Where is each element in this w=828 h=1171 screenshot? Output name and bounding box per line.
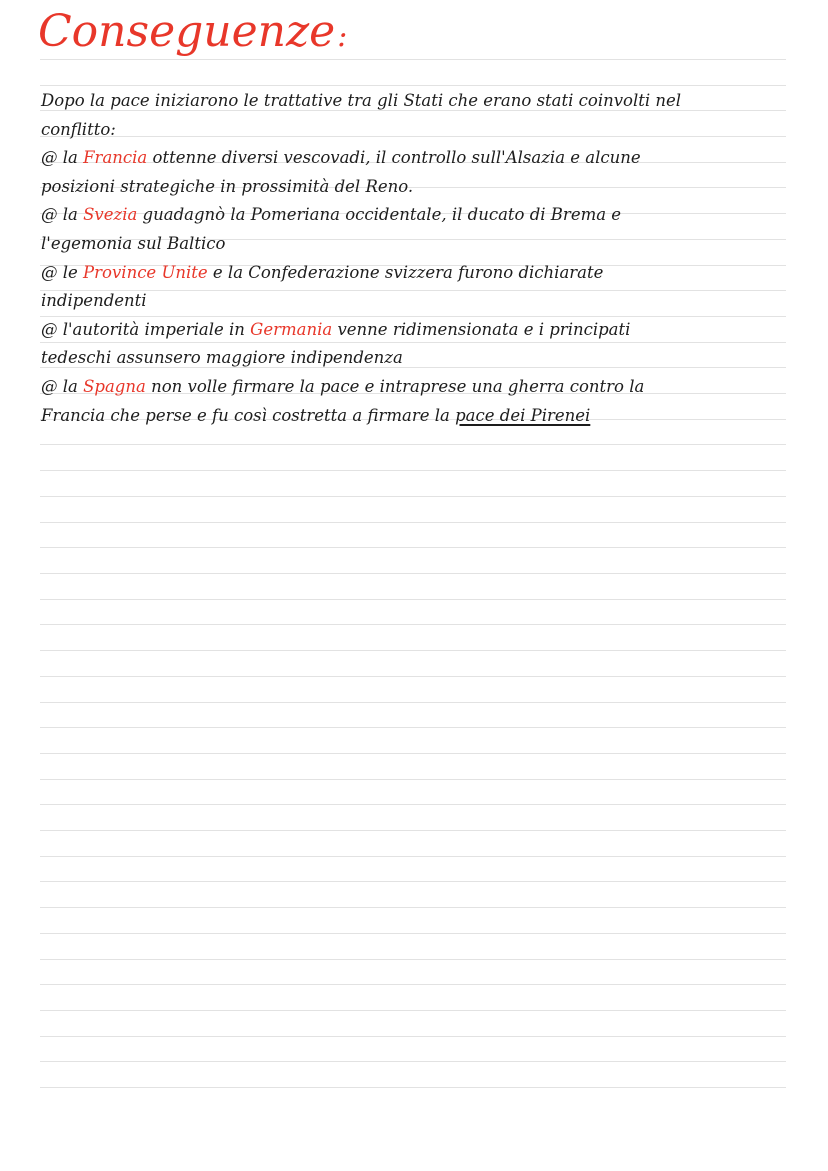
title-colon: : xyxy=(337,19,348,54)
rule-line xyxy=(40,830,786,831)
line-text: indipendenti xyxy=(41,291,147,311)
rule-line xyxy=(40,933,786,934)
line-text: Francia che perse e fu così costretta a firmare la xyxy=(41,405,456,425)
rule-line xyxy=(40,1087,786,1088)
rule-line xyxy=(40,804,786,805)
line-text: tedeschi assunsero maggiore indipendenza xyxy=(41,348,403,368)
rule-line xyxy=(40,676,786,677)
text-line-2 xyxy=(41,116,793,145)
rule-line xyxy=(40,907,786,908)
notes-body xyxy=(41,87,793,430)
rule-line xyxy=(40,779,786,780)
line-text: @ l'autorità imperiale in xyxy=(41,319,251,339)
text-line-7 xyxy=(41,259,793,288)
highlight-germania: Germania xyxy=(250,319,333,339)
highlight-svezia: Svezia xyxy=(83,205,138,225)
highlight-province-unite: Province Unite xyxy=(83,262,208,282)
highlight-spagna: Spagna xyxy=(83,376,146,396)
text-line-6 xyxy=(41,230,793,259)
text-line-10 xyxy=(41,344,793,373)
line-text: ottenne diversi vescovadi, il controllo sull'Alsazia e alcune xyxy=(147,148,641,168)
line-text: venne ridimensionata e i principati xyxy=(332,319,631,339)
rule-line xyxy=(40,547,786,548)
rule-line xyxy=(40,496,786,497)
rule-line xyxy=(40,727,786,728)
line-text: Dopo la pace iniziarono le trattative tra gli Stati che erano stati coinvolti nel xyxy=(41,91,682,110)
line-text: non volle firmare la pace e intraprese una gherra contro la xyxy=(145,376,645,396)
rule-line xyxy=(40,85,786,86)
line-text: l'egemonia sul Baltico xyxy=(41,233,226,253)
line-text: guadagnò la Pomeriana occidentale, il ducato di Brema e xyxy=(137,205,622,225)
page-title xyxy=(38,2,347,67)
rule-line xyxy=(40,624,786,625)
text-line-8 xyxy=(41,287,793,316)
rule-line xyxy=(40,702,786,703)
text-line-4 xyxy=(41,173,793,202)
rule-line xyxy=(40,470,786,471)
rule-line xyxy=(40,856,786,857)
highlight-francia: Francia xyxy=(83,148,148,168)
line-text: conflitto: xyxy=(41,119,116,139)
text-line-3 xyxy=(41,144,793,173)
rule-line xyxy=(40,599,786,600)
line-text: e la Confederazione svizzera furono dichiarate xyxy=(207,262,604,282)
underlined-pace-dei-pirenei: pace dei Pirenei xyxy=(455,405,591,425)
title-text: Conseguenze xyxy=(38,6,336,57)
rule-line xyxy=(40,650,786,651)
rule-line xyxy=(40,1036,786,1037)
line-text: @ la xyxy=(41,376,84,396)
text-line-5 xyxy=(41,201,793,230)
rule-line xyxy=(40,753,786,754)
rule-line xyxy=(40,1061,786,1062)
rule-line xyxy=(40,984,786,985)
rule-line xyxy=(40,881,786,882)
text-line-12 xyxy=(41,402,793,431)
rule-line xyxy=(40,573,786,574)
line-text: posizioni strategiche in prossimità del Reno. xyxy=(41,176,414,196)
text-line-11 xyxy=(41,373,793,402)
rule-line xyxy=(40,444,786,445)
rule-line xyxy=(40,959,786,960)
text-line-1 xyxy=(41,87,793,116)
line-text: @ le xyxy=(41,262,84,282)
line-text: @ la xyxy=(41,148,84,168)
rule-line xyxy=(40,522,786,523)
rule-line xyxy=(40,1010,786,1011)
line-text: @ la xyxy=(41,205,84,225)
text-line-9 xyxy=(41,316,793,345)
